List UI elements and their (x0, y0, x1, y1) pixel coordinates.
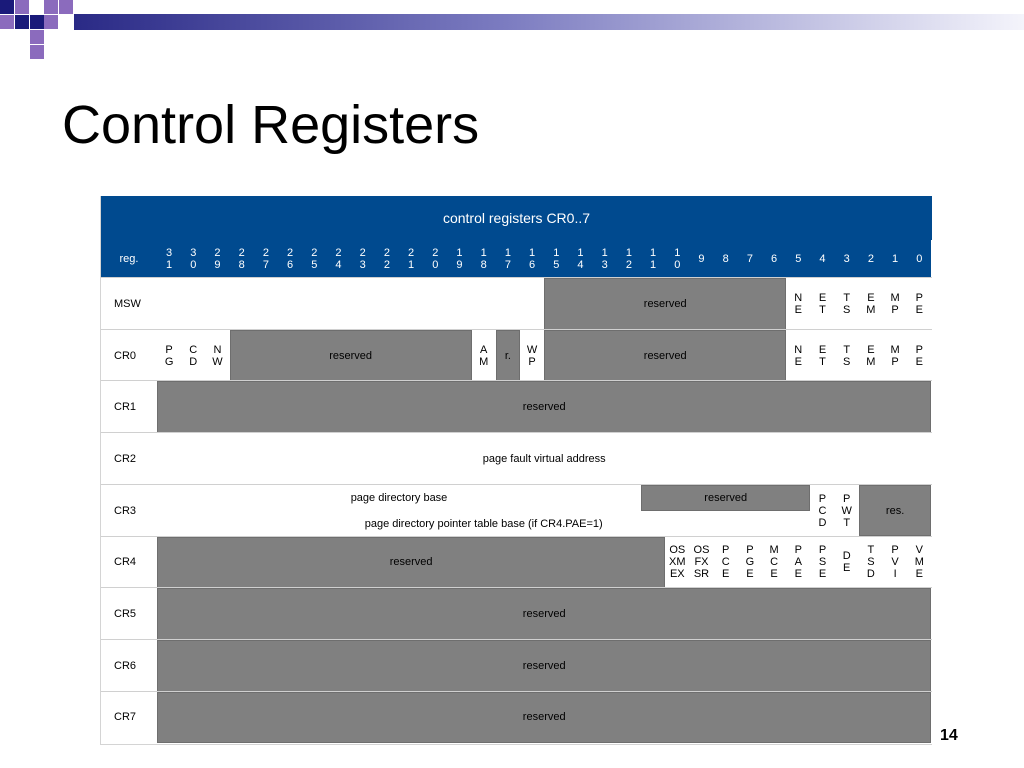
table-caption: control registers CR0..7 (101, 196, 932, 240)
register-label-cr1: CR1 (101, 381, 157, 433)
field-cr0-bits-2-2: E M (859, 330, 883, 382)
field-cr1-bits-31-0: reserved (157, 381, 931, 433)
field-cr4-bits-5-5: P A E (786, 537, 810, 589)
field-msw-bits-4-4: E T (810, 278, 834, 330)
bit-header-22: 2 2 (375, 240, 399, 278)
bit-header-15: 1 5 (544, 240, 568, 278)
field-cr6-bits-31-0: reserved (157, 640, 931, 692)
register-label-cr5: CR5 (101, 588, 157, 640)
bit-header-1: 1 (883, 240, 907, 278)
bit-header-18: 1 8 (472, 240, 496, 278)
slide-title: Control Registers (62, 95, 480, 155)
page-number: 14 (940, 727, 958, 744)
deco-square-4 (59, 0, 73, 14)
field-cr4-bits-1-1: P V I (883, 537, 907, 589)
register-label-cr0: CR0 (101, 330, 157, 382)
bit-header-24: 2 4 (326, 240, 350, 278)
bit-header-11: 1 1 (641, 240, 665, 278)
field-cr3-bits-31-5: page directory pointer table base (if CR4.PAE=1) (157, 511, 810, 537)
bit-header-4: 4 (810, 240, 834, 278)
field-msw-bits-5-5: N E (786, 278, 810, 330)
reg-header: reg. (101, 240, 157, 278)
bit-header-10: 1 0 (665, 240, 689, 278)
bit-header-7: 7 (738, 240, 762, 278)
field-cr4-bits-10-10: OS XM EX (665, 537, 689, 589)
slide-decoration (0, 0, 1024, 62)
field-cr0-bits-29-29: N W (205, 330, 229, 382)
bit-header-16: 1 6 (520, 240, 544, 278)
field-cr0-bits-0-0: P E (907, 330, 931, 382)
field-cr4-bits-4-4: P S E (810, 537, 834, 589)
field-cr4-bits-6-6: M C E (762, 537, 786, 589)
field-cr0-bits-5-5: N E (786, 330, 810, 382)
field-cr4-bits-31-11: reserved (157, 537, 665, 589)
field-cr3-bits-4-4: P C D (810, 485, 834, 537)
bit-header-26: 2 6 (278, 240, 302, 278)
bit-header-21: 2 1 (399, 240, 423, 278)
deco-square-3 (44, 0, 58, 14)
field-cr4-bits-0-0: V M E (907, 537, 931, 589)
deco-square-6 (15, 15, 29, 29)
deco-square-8 (44, 15, 58, 29)
field-cr5-bits-31-0: reserved (157, 588, 931, 640)
field-cr4-bits-7-7: P G E (738, 537, 762, 589)
bit-header-17: 1 7 (496, 240, 520, 278)
deco-square-5 (0, 15, 14, 29)
register-label-cr2: CR2 (101, 433, 157, 485)
field-cr0-bits-4-4: E T (810, 330, 834, 382)
field-cr0-bits-30-30: C D (181, 330, 205, 382)
control-registers-table (100, 196, 932, 745)
bit-header-25: 2 5 (302, 240, 326, 278)
field-cr0-bits-1-1: M P (883, 330, 907, 382)
field-msw-bits-31-16 (157, 278, 544, 330)
bit-header-8: 8 (714, 240, 738, 278)
bit-header-9: 9 (689, 240, 713, 278)
bit-header-12: 1 2 (617, 240, 641, 278)
field-cr0-bits-3-3: T S (835, 330, 859, 382)
field-cr0-bits-15-6: reserved (544, 330, 786, 382)
field-cr3-bits-11-5: reserved (641, 485, 810, 511)
bit-header-20: 2 0 (423, 240, 447, 278)
deco-square-9 (30, 30, 44, 44)
field-cr7-bits-31-0: reserved (157, 692, 931, 744)
bit-header-31: 3 1 (157, 240, 181, 278)
field-cr3-bits-31-12: page directory base (157, 485, 641, 511)
bit-header-3: 3 (835, 240, 859, 278)
bit-header-28: 2 8 (230, 240, 254, 278)
register-label-msw: MSW (101, 278, 157, 330)
bit-header-6: 6 (762, 240, 786, 278)
field-cr3-bits-2-0: res. (859, 485, 932, 537)
deco-square-7 (30, 15, 44, 29)
field-cr0-bits-18-18: A M (472, 330, 496, 382)
bit-header-2: 2 (859, 240, 883, 278)
field-msw-bits-0-0: P E (907, 278, 931, 330)
register-label-cr4: CR4 (101, 537, 157, 589)
field-cr3-bits-3-3: P W T (835, 485, 859, 537)
bit-header-5: 5 (786, 240, 810, 278)
field-msw-bits-15-6: reserved (544, 278, 786, 330)
bit-header-23: 2 3 (351, 240, 375, 278)
field-cr0-bits-28-19: reserved (230, 330, 472, 382)
bit-header-14: 1 4 (568, 240, 592, 278)
bit-header-0: 0 (907, 240, 931, 278)
field-cr4-bits-2-2: T S D (859, 537, 883, 589)
field-cr0-bits-16-16: W P (520, 330, 544, 382)
field-msw-bits-2-2: E M (859, 278, 883, 330)
deco-square-1 (0, 0, 14, 14)
field-cr0-bits-31-31: P G (157, 330, 181, 382)
header-gradient-bar (74, 14, 1024, 30)
bit-header-29: 2 9 (205, 240, 229, 278)
field-cr4-bits-8-8: P C E (714, 537, 738, 589)
bit-header-13: 1 3 (593, 240, 617, 278)
bit-header-27: 2 7 (254, 240, 278, 278)
register-label-cr3: CR3 (101, 485, 157, 537)
field-cr0-bits-17-17: r. (496, 330, 520, 382)
bit-header-30: 3 0 (181, 240, 205, 278)
bit-header-19: 1 9 (447, 240, 471, 278)
deco-square-10 (30, 45, 44, 59)
field-cr4-bits-9-9: OS FX SR (689, 537, 713, 589)
register-label-cr7: CR7 (101, 692, 157, 744)
field-msw-bits-3-3: T S (835, 278, 859, 330)
register-label-cr6: CR6 (101, 640, 157, 692)
field-cr4-bits-3-3: D E (835, 537, 859, 589)
field-msw-bits-1-1: M P (883, 278, 907, 330)
field-cr2-bits-31-0: page fault virtual address (157, 433, 931, 485)
deco-square-2 (15, 0, 29, 14)
